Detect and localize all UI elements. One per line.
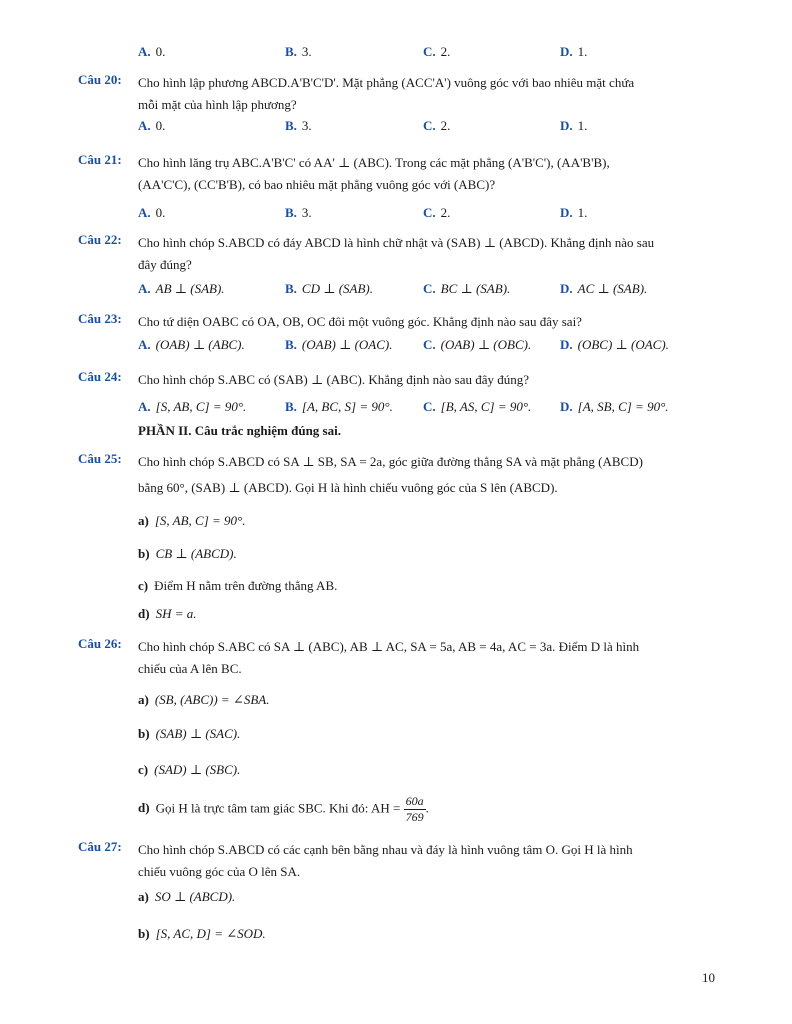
option-c: C. BC ⊥ (SAB). <box>423 281 511 296</box>
option-a: A. [S, AB, C] = 90°. <box>138 399 247 414</box>
option-d: D. [A, SB, C] = 90°. <box>560 399 669 414</box>
statement-d: d) SH = a. <box>138 606 197 621</box>
section-heading: PHẦN II. Câu trắc nghiệm đúng sai. <box>138 423 341 438</box>
question-21 <box>78 152 718 196</box>
option-b: B. 3. <box>285 205 312 220</box>
question-24 <box>78 369 718 391</box>
option-b: B. [A, BC, S] = 90°. <box>285 399 393 414</box>
question-number: Câu 21: <box>78 152 122 167</box>
question-22 <box>78 232 718 276</box>
question-number: Câu 25: <box>78 451 122 466</box>
question-text: Cho hình chóp S.ABCD có đáy ABCD là hình chữ nhật và (SAB) ⊥ (ABCD). Khẳng định nào sau đây đúng? <box>138 235 655 272</box>
option-c: C. 2. <box>423 44 451 59</box>
question-number: Câu 24: <box>78 369 122 384</box>
options-row-q24 <box>138 399 718 417</box>
question-number: Câu 26: <box>78 636 122 651</box>
question-number: Câu 27: <box>78 839 122 854</box>
question-20 <box>78 72 718 116</box>
question-text: Cho hình chóp S.ABC có SA ⊥ (ABC), AB ⊥ AC, SA = 5a, AB = 4a, AC = 3a. Điểm D là hình chiếu của A lên BC. <box>138 639 640 676</box>
statement-a: a) [S, AB, C] = 90°. <box>138 513 246 528</box>
question-number: Câu 23: <box>78 311 122 326</box>
question-text: Cho hình chóp S.ABCD có SA ⊥ SB, SA = 2a, góc giữa đường thẳng SA và mặt phẳng (ABCD) bằng 60°, (SAB) ⊥ (ABCD). Gọi H là hình chiếu vuông góc của S lên (ABCD). <box>138 454 643 495</box>
options-row-q23 <box>138 337 718 355</box>
option-d: D. AC ⊥ (SAB). <box>560 281 648 296</box>
option-b: B. (OAB) ⊥ (OAC). <box>285 337 393 352</box>
option-c: C. [B, AS, C] = 90°. <box>423 399 532 414</box>
option-a: A. 0. <box>138 205 166 220</box>
option-a: A. (OAB) ⊥ (ABC). <box>138 337 245 352</box>
option-a: A. 0. <box>138 44 166 59</box>
option-a: A. 0. <box>138 118 166 133</box>
question-text: Cho hình chóp S.ABC có (SAB) ⊥ (ABC). Khẳng định nào sau đây đúng? <box>138 372 530 387</box>
statement-b: b) CB ⊥ (ABCD). <box>138 546 237 561</box>
options-row-q22 <box>138 281 718 299</box>
question-number: Câu 22: <box>78 232 122 247</box>
question-text: Cho hình lăng trụ ABC.A'B'C' có AA' ⊥ (ABC). Trong các mặt phẳng (A'B'C'), (AA'B'B), (AA'C'C), (CC'B'B), có bao nhiêu mặt phẳng vuông góc với (ABC)? <box>138 155 610 192</box>
statement-b: b) (SAB) ⊥ (SAC). <box>138 726 241 741</box>
question-26 <box>78 636 718 680</box>
option-c: C. 2. <box>423 205 451 220</box>
question-number: Câu 20: <box>78 72 122 87</box>
page-number: 10 <box>702 970 715 985</box>
question-text: Cho hình lập phương ABCD.A'B'C'D'. Mặt phẳng (ACC'A') vuông góc với bao nhiêu mặt chứa mỗi mặt của hình lập phương? <box>138 75 635 112</box>
statement-d: d) Gọi H là trực tâm tam giác SBC. Khi đó: AH = $\frac{60a}{769}$ . <box>138 794 429 824</box>
statement-c: c) (SAD) ⊥ (SBC). <box>138 762 241 777</box>
option-c: C. 2. <box>423 118 451 133</box>
option-d: D. 1. <box>560 205 588 220</box>
statement-c: c) Điểm H nằm trên đường thẳng AB. <box>138 578 338 593</box>
question-text: Cho hình chóp S.ABCD có các cạnh bên bằng nhau và đáy là hình vuông tâm O. Gọi H là hình chiếu vuông góc của O lên SA. <box>138 842 633 879</box>
option-b: B. CD ⊥ (SAB). <box>285 281 373 296</box>
fraction: $\frac{60a}{769}$ <box>405 794 424 824</box>
option-a: A. AB ⊥ (SAB). <box>138 281 225 296</box>
option-b: B. 3. <box>285 44 312 59</box>
options-row-q20 <box>138 118 718 136</box>
options-row-q21 <box>138 205 718 223</box>
option-c: C. (OAB) ⊥ (OBC). <box>423 337 532 352</box>
question-25 <box>78 451 718 499</box>
option-d: D. (OBC) ⊥ (OAC). <box>560 337 669 352</box>
statement-a: a) (SB, (ABC)) = ∠SBA. <box>138 692 270 707</box>
option-d: D. 1. <box>560 118 588 133</box>
question-27 <box>78 839 718 883</box>
question-23 <box>78 311 718 333</box>
option-d: D. 1. <box>560 44 588 59</box>
options-row-previous <box>138 44 718 62</box>
statement-a: a) SO ⊥ (ABCD). <box>138 889 236 904</box>
option-b: B. 3. <box>285 118 312 133</box>
question-text: Cho tứ diện OABC có OA, OB, OC đôi một vuông góc. Khẳng định nào sau đây sai? <box>138 314 582 329</box>
statement-b: b) [S, AC, D] = ∠SOD. <box>138 926 266 941</box>
